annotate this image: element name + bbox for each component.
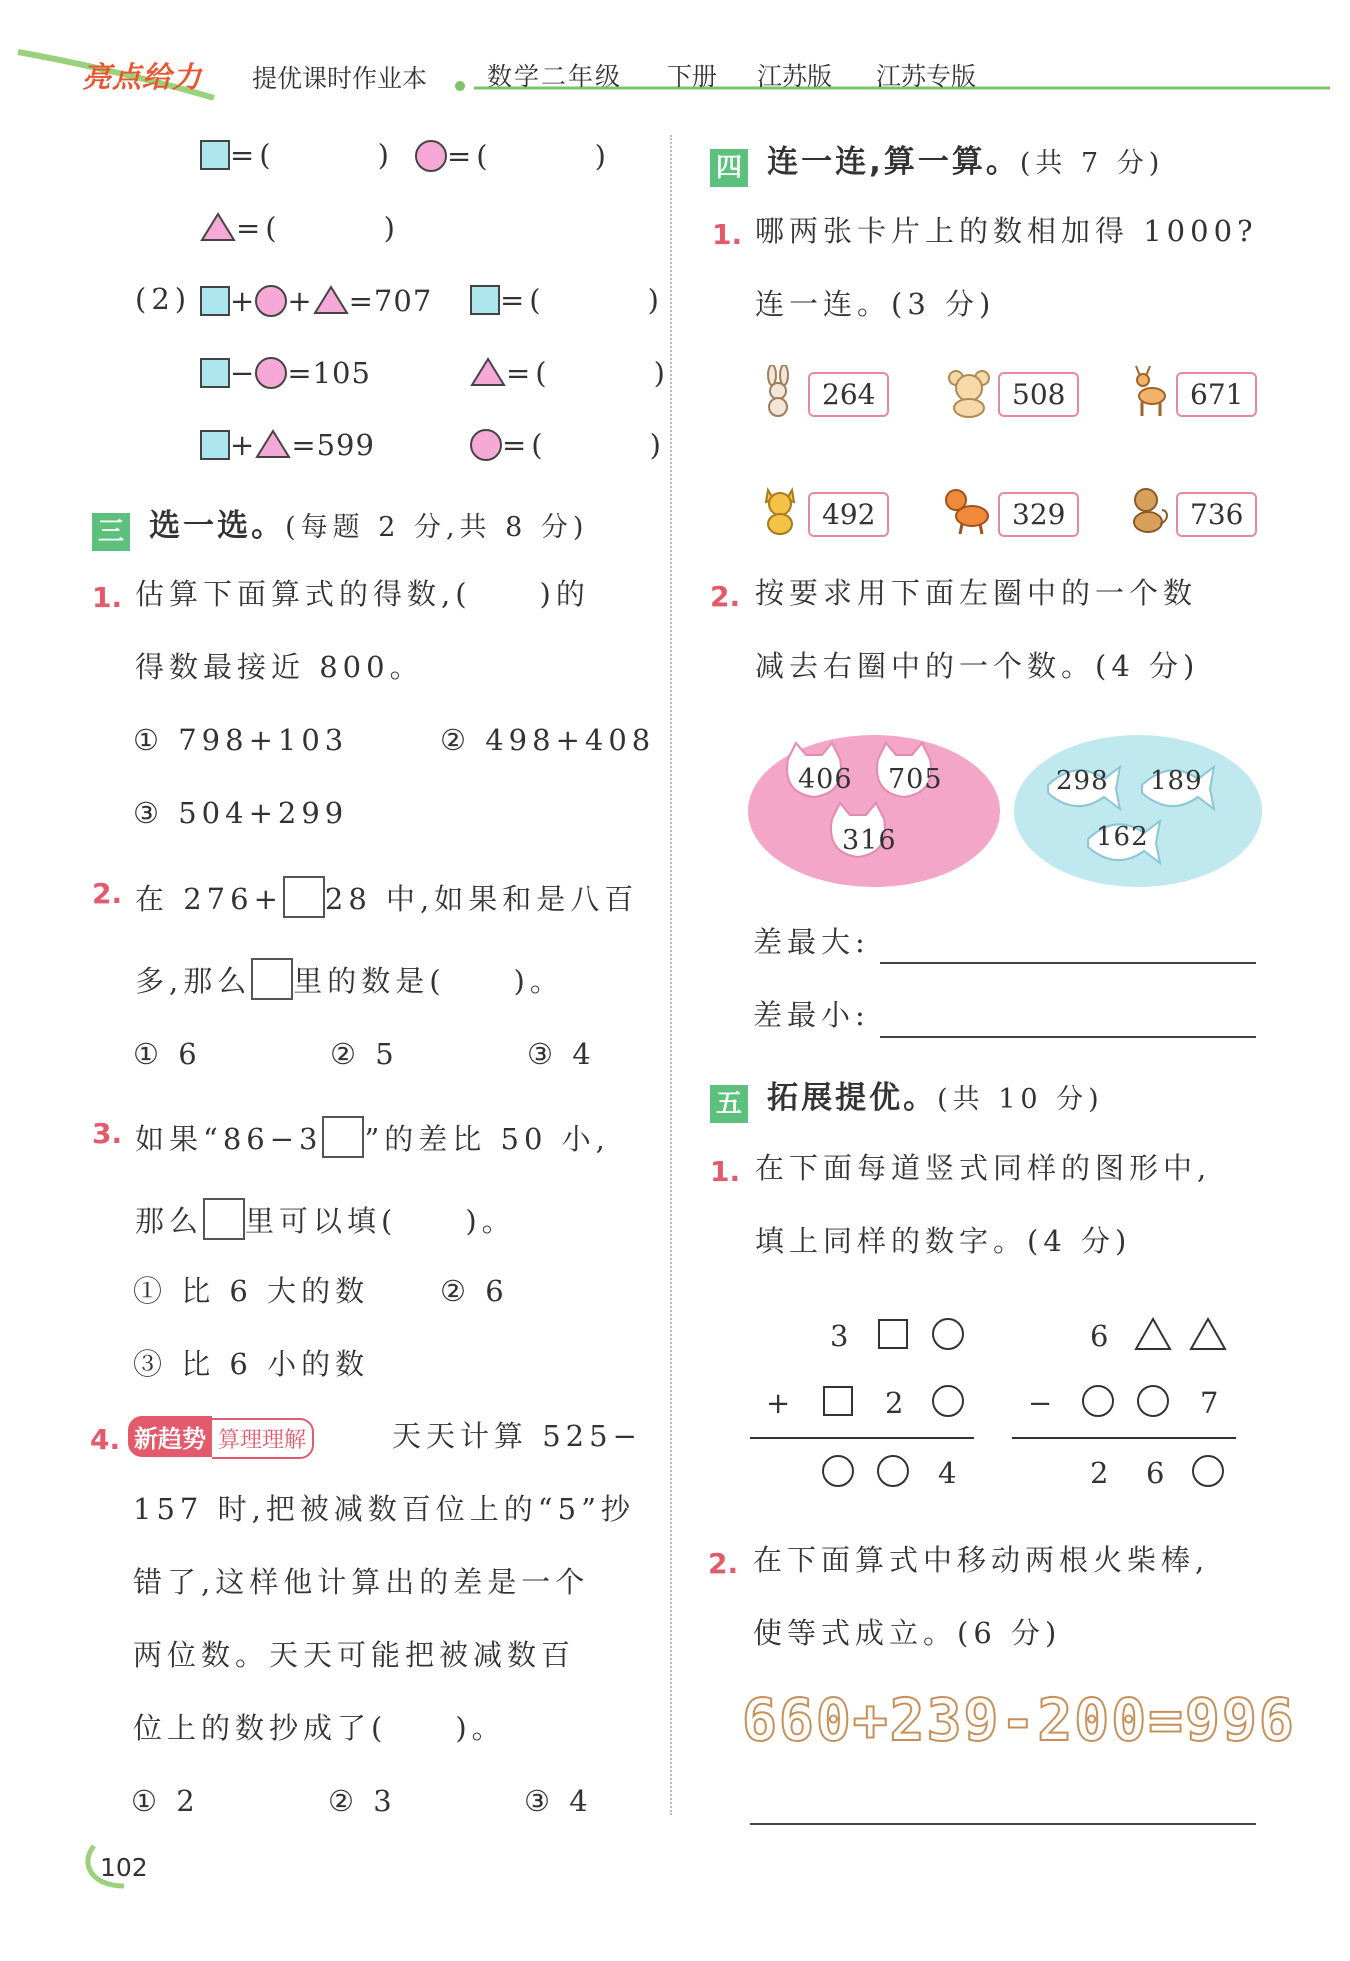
dog-icon [940,484,992,536]
max-diff-answer-line[interactable] [880,962,1256,964]
triangle-icon [470,357,506,387]
right-number[interactable]: 162 [1096,822,1149,852]
option[interactable]: ② 6 [440,1274,509,1308]
option[interactable]: ② 498+408 [440,723,656,757]
series-title: 提优课时作业本 [252,64,428,93]
triangle-icon [313,285,349,315]
s4q2-line2: 减去右圈中的一个数。(4 分) [755,649,1200,683]
cat-icon [760,486,800,536]
left-circle-diagram [746,733,1002,889]
s4q1-line1: 哪两张卡片上的数相加得 1000? [755,214,1258,248]
digit: 2 [1090,1456,1109,1490]
ans-circle: =( ) [470,429,666,461]
q3-line1: 如果“86−3 ”的差比 50 小, [135,1116,610,1158]
q4-tag [128,1416,314,1459]
tag-new-trend: 新趋势 [128,1416,212,1457]
square-icon [200,358,230,388]
sum-line [750,1437,974,1439]
section-score: (共 10 分) [937,1084,1104,1115]
q-number: 2. [710,580,741,613]
right-number[interactable]: 298 [1056,766,1109,796]
option[interactable]: ③ 比 6 小的数 [133,1347,370,1381]
left-number[interactable]: 316 [842,825,897,856]
page-number: 102 [100,1853,148,1882]
s4q1-line2: 连一连。(3 分) [755,287,996,321]
triangle-blank-icon[interactable] [1188,1316,1228,1352]
circle-blank-icon[interactable] [1192,1455,1224,1487]
circle-blank-icon[interactable] [932,1318,964,1350]
max-diff-label: 差最大: [753,925,870,959]
digit: 3 [830,1319,849,1353]
part2-label: (2) [135,282,192,316]
eq-square-answer: =( ) [200,140,394,170]
circle-blank-icon[interactable] [822,1455,854,1487]
ans-square: =( ) [470,285,664,315]
s5q1-line2: 填上同样的数字。(4 分) [755,1224,1132,1258]
section-title: 拓展提优。 [767,1080,938,1116]
q4-line4: 两位数。天天可能把被减数百 [133,1638,576,1672]
matchstick-equation: 660+239-200=996 [742,1686,1296,1754]
number-card[interactable]: 736 [1176,492,1257,537]
q4-line1: 天天计算 525− [392,1419,642,1453]
square-icon [470,285,500,315]
q1-line1: 估算下面算式的得数,( )的 [135,577,590,611]
section3-header [92,500,588,551]
rabbit-icon [760,365,796,417]
option[interactable]: ③ 504+299 [133,796,349,830]
s5q2-line2: 使等式成立。(6 分) [753,1616,1062,1650]
monkey-icon [1124,484,1170,536]
section-badge: 四 [710,149,748,187]
section-score: (每题 2 分,共 8 分) [285,512,589,543]
difference-line [1012,1437,1236,1439]
eq-triangle-answer: =( ) [200,212,400,243]
option[interactable]: ① 比 6 大的数 [133,1274,370,1308]
number-card[interactable]: 264 [808,372,889,417]
number-card[interactable]: 508 [998,372,1079,417]
answer-box[interactable] [283,876,325,918]
square-icon [200,430,230,460]
answer-box[interactable] [203,1198,245,1240]
section-title: 连一连,算一算。 [767,144,1020,180]
q2-line1: 在 276+ 28 中,如果和是八百 [135,876,638,918]
section4-header [710,136,1164,187]
left-number[interactable]: 406 [798,764,853,795]
option[interactable]: ② 5 [330,1037,399,1071]
triangle-icon [255,429,291,459]
q-number: 3. [92,1117,123,1150]
q-number: 2. [92,877,123,910]
number-card[interactable]: 671 [1176,372,1257,417]
option[interactable]: ③ 4 [527,1037,596,1071]
q3-line2: 那么 里可以填( )。 [135,1198,516,1240]
digit: 4 [938,1456,957,1490]
answer-box[interactable] [322,1116,364,1158]
min-diff-label: 差最小: [753,998,870,1032]
s5q2-line1: 在下面算式中移动两根火柴棒, [753,1543,1210,1577]
square-blank-icon[interactable] [878,1319,908,1349]
square-icon [200,286,230,316]
right-number[interactable]: 189 [1150,766,1203,796]
left-number[interactable]: 705 [888,764,943,795]
option[interactable]: ① 798+103 [133,723,349,757]
section-badge: 三 [92,513,130,551]
option[interactable]: ① 6 [133,1037,202,1071]
triangle-blank-icon[interactable] [1133,1316,1173,1352]
square-icon [200,140,230,170]
digit: 7 [1200,1386,1219,1420]
section5-header [710,1072,1104,1123]
circle-icon [255,357,287,389]
circle-icon [415,140,447,172]
answer-box[interactable] [251,958,293,1000]
tag-reasoning: 算理理解 [212,1418,314,1459]
eq-sum-all: + + =707 [200,285,432,317]
q-number: 1. [710,1155,741,1188]
q-number: 2. [708,1547,739,1580]
s5q1-line1: 在下面每道竖式同样的图形中, [755,1151,1212,1185]
eq-square-minus-circle: − =105 [200,357,371,389]
option[interactable]: ② 3 [328,1784,397,1818]
digit: 6 [1146,1456,1165,1490]
ans-triangle: =( ) [470,357,670,388]
min-diff-answer-line[interactable] [880,1036,1256,1038]
q4-line5: 位上的数抄成了( )。 [133,1711,506,1745]
section-title: 选一选。 [149,508,286,544]
option[interactable]: ① 2 [131,1784,200,1818]
q2-line2: 多,那么 里的数是( )。 [135,958,564,1000]
edition-label: 江苏版 [757,62,833,91]
header-bar [0,0,1350,110]
minus-sign: − [1028,1386,1053,1420]
subject-label: 数学二年级 [487,62,623,91]
brand-logo: 亮点给力 [82,60,203,94]
number-card[interactable]: 492 [808,492,889,537]
teddy-bear-icon [944,368,994,418]
volume-label: 下册 [667,62,718,91]
square-blank-icon[interactable] [823,1386,853,1416]
section-score: (共 7 分) [1019,148,1165,179]
q1-line2: 得数最接近 800。 [135,650,424,684]
number-card[interactable]: 329 [998,492,1079,537]
circle-icon [255,285,287,317]
circle-blank-icon[interactable] [877,1455,909,1487]
special-label: 江苏专版 [876,62,977,91]
right-circle-diagram [1012,733,1264,889]
s4q2-line1: 按要求用下面左圈中的一个数 [755,576,1198,610]
circle-blank-icon[interactable] [1082,1385,1114,1417]
q4-line2: 157 时,把被减数百位上的“5”抄 [133,1492,635,1526]
plus-sign: + [766,1386,791,1420]
q-number: 1. [92,581,123,614]
circle-icon [470,429,502,461]
option[interactable]: ③ 4 [524,1784,593,1818]
circle-blank-icon[interactable] [1137,1385,1169,1417]
digit: 6 [1090,1319,1109,1353]
section-badge: 五 [710,1085,748,1123]
q-number: 4. [90,1423,121,1456]
digit: 2 [885,1386,904,1420]
q4-line3: 错了,这样他计算出的差是一个 [133,1565,590,1599]
q-number: 1. [712,218,743,251]
column-divider [670,135,672,1815]
deer-icon [1126,362,1170,418]
circle-blank-icon[interactable] [932,1385,964,1417]
answer-line[interactable] [750,1823,1256,1825]
eq-square-plus-triangle: + =599 [200,429,375,460]
eq-circle-answer: =( ) [415,140,611,172]
triangle-icon [200,212,236,242]
